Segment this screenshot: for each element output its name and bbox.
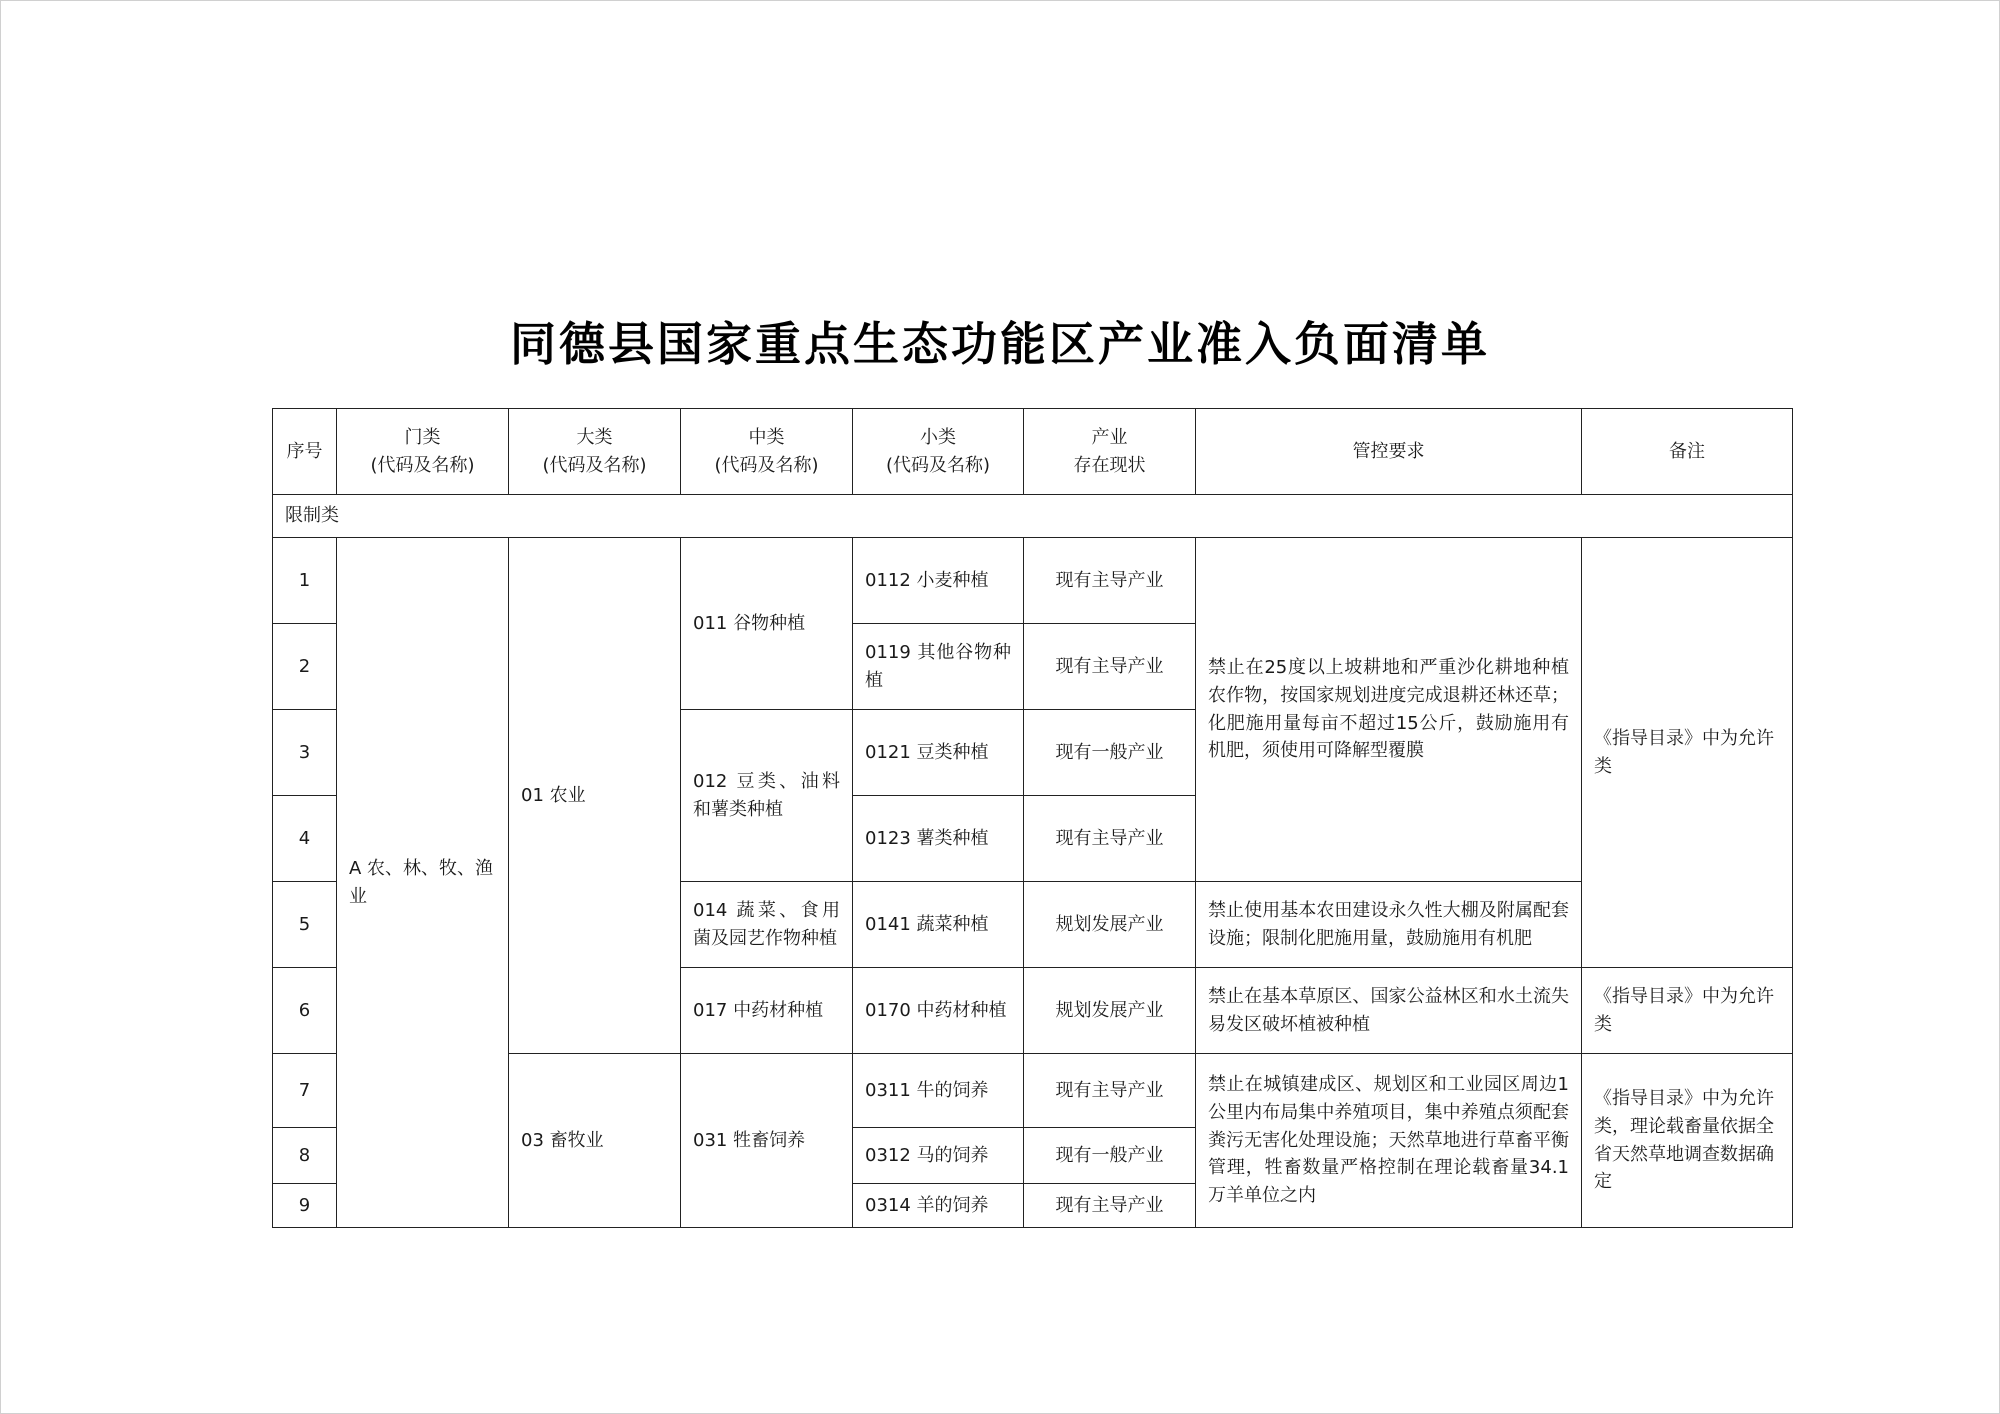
major-cell-husbandry: 03 畜牧业 — [509, 1054, 681, 1228]
requirement-cell-veg: 禁止使用基本农田建设永久性大棚及附属配套设施；限制化肥施用量，鼓励施用有机肥 — [1196, 882, 1582, 968]
header-status — [1024, 409, 1196, 495]
door-cell: A 农、林、牧、渔业 — [337, 538, 509, 1228]
medium-cell-grain: 011 谷物种植 — [681, 538, 853, 710]
status-cell: 现有主导产业 — [1024, 538, 1196, 624]
minor-cell: 0170 中药材种植 — [853, 968, 1024, 1054]
note-cell-herb: 《指导目录》中为允许类 — [1582, 968, 1793, 1054]
header-door-title: 门类 — [404, 426, 441, 448]
medium-cell-herb: 017 中药材种植 — [681, 968, 853, 1054]
requirement-cell-livestock: 禁止在城镇建成区、规划区和工业园区周边1公里内布局集中养殖项目，集中养殖点须配套粪污无害化处理设施；天然草地进行草畜平衡管理，牲畜数量严格控制在理论载畜量34.1万羊单位之内 — [1196, 1054, 1582, 1228]
header-door-sub: (代码及名称) — [370, 454, 475, 476]
medium-cell-bean: 012 豆类、油料和薯类种植 — [681, 710, 853, 882]
header-status-sub: 存在现状 — [1073, 454, 1146, 476]
minor-cell: 0121 豆类种植 — [853, 710, 1024, 796]
status-cell: 规划发展产业 — [1024, 968, 1196, 1054]
status-cell: 现有主导产业 — [1024, 1184, 1196, 1228]
section-row — [273, 495, 1793, 538]
minor-cell: 0112 小麦种植 — [853, 538, 1024, 624]
seq-cell: 4 — [273, 796, 337, 882]
note-cell-livestock: 《指导目录》中为允许类，理论载畜量依据全省天然草地调查数据确定 — [1582, 1054, 1793, 1228]
status-cell: 现有主导产业 — [1024, 1054, 1196, 1128]
minor-cell: 0314 羊的饲养 — [853, 1184, 1024, 1228]
requirement-cell-herb: 禁止在基本草原区、国家公益林区和水土流失易发区破坏植被种植 — [1196, 968, 1582, 1054]
seq-cell: 5 — [273, 882, 337, 968]
seq-cell: 7 — [273, 1054, 337, 1128]
minor-cell: 0119 其他谷物种植 — [853, 624, 1024, 710]
section-label: 限制类 — [273, 495, 1793, 538]
header-major-title: 大类 — [576, 426, 613, 448]
seq-cell: 6 — [273, 968, 337, 1054]
header-status-title: 产业 — [1091, 426, 1128, 448]
table-header-row — [273, 409, 1793, 495]
major-cell-agri: 01 农业 — [509, 538, 681, 1054]
minor-cell: 0123 薯类种植 — [853, 796, 1024, 882]
seq-cell: 1 — [273, 538, 337, 624]
status-cell: 现有主导产业 — [1024, 624, 1196, 710]
header-medium — [681, 409, 853, 495]
status-cell: 规划发展产业 — [1024, 882, 1196, 968]
status-cell: 现有一般产业 — [1024, 710, 1196, 796]
requirement-cell-crop: 禁止在25度以上坡耕地和严重沙化耕地种植农作物，按国家规划进度完成退耕还林还草；化肥施用量每亩不超过15公斤，鼓励施用有机肥，须使用可降解型覆膜 — [1196, 538, 1582, 882]
document-title: 同德县国家重点生态功能区产业准入负面清单 — [510, 317, 1490, 371]
header-medium-title: 中类 — [748, 426, 785, 448]
header-minor-title: 小类 — [920, 426, 956, 448]
header-door — [337, 409, 509, 495]
header-major-sub: (代码及名称) — [542, 454, 647, 476]
header-minor — [853, 409, 1024, 495]
seq-cell: 9 — [273, 1184, 337, 1228]
header-major — [509, 409, 681, 495]
minor-cell: 0311 牛的饲养 — [853, 1054, 1024, 1128]
status-cell: 现有一般产业 — [1024, 1128, 1196, 1184]
minor-cell: 0141 蔬菜种植 — [853, 882, 1024, 968]
seq-cell: 8 — [273, 1128, 337, 1184]
status-cell: 现有主导产业 — [1024, 796, 1196, 882]
note-cell-crop: 《指导目录》中为允许类 — [1582, 538, 1793, 968]
minor-cell: 0312 马的饲养 — [853, 1128, 1024, 1184]
medium-cell-livestock: 031 牲畜饲养 — [681, 1054, 853, 1228]
negative-list-table — [272, 408, 1793, 1228]
seq-cell: 2 — [273, 624, 337, 710]
header-requirement: 管控要求 — [1196, 409, 1582, 495]
seq-cell: 3 — [273, 710, 337, 796]
header-minor-sub: (代码及名称) — [885, 454, 991, 476]
table-row — [273, 538, 1793, 624]
header-note: 备注 — [1582, 409, 1793, 495]
header-seq: 序号 — [273, 409, 337, 495]
medium-cell-veg: 014 蔬菜、食用菌及园艺作物种植 — [681, 882, 853, 968]
header-medium-sub: (代码及名称) — [714, 454, 819, 476]
